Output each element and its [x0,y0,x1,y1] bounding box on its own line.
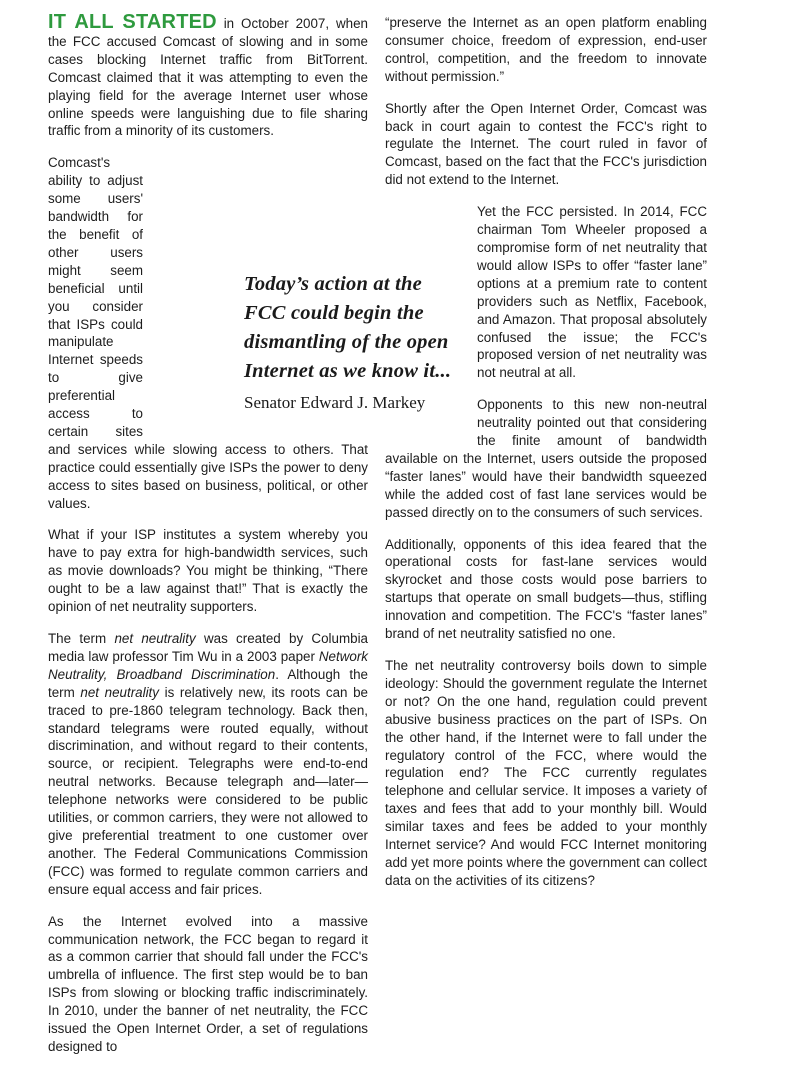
paragraph-operational-costs: Additionally, opponents of this idea feared that the operational costs for fast-lane services would skyrocket and those costs would pose barriers to startups that operate on small budgets—thus, stifling innovation and competition. The FCC's “faster lanes” brand of net neutrality satisfied no one. [385,536,707,642]
paper-title-italic: Network Neutrality, Broadband Discrimination [48,648,368,682]
text-span: . Although the term [48,666,368,700]
paragraph-fcc-persisted: Yet the FCC persisted. In 2014, FCC chairman Tom Wheeler proposed a compromise form of net neutrality that would allow ISPs to offer “faster lane” options at a premium rate to content providers such as Netflix, Facebook, and Amazon. That proposal absolutely confused the issue; the FCC's proposed version of net neutrality was not neutral at all. [477,204,707,381]
text-span: is relatively new, its roots can be traced to pre-1860 telegram technology. Back then, standard telegrams were routed equally, without discrimination, and without regard to their contents, source, or recipient. Telegraphs were end-to-end neutral networks. Because telegraph and—later—telephone networks were considered to be public utilities, or common carriers, they were not allowed to give preferential treatment to one customer over another. The Federal Communications Commission (FCC) was formed to regulate common carriers and ensure equal access and fair prices. [48,684,368,897]
paragraph-controversy: The net neutrality controversy boils down to simple ideology: Should the government regulate the Internet or not? On the one hand, regulation could prevent abusive business practices on the part of ISPs. On the other hand, if the Internet were to fall under the regulatory control of the FCC, where would the regulation end? The FCC currently regulates telephone and cellular service. It imposes a variety of taxes and fees that add to your monthly bill. Would similar taxes and fees be added to your monthly Internet service? And would FCC Internet monitoring add yet more points where the government can collect data on the activities of its citizens? [385,658,707,888]
term-italic: net neutrality [80,684,159,700]
paragraph-internet-evolved: As the Internet evolved into a massive communication network, the FCC began to regard it as a common carrier that should fall under the FCC's umbrella of influence. The first step would be to ban ISPs from slowing or blocking traffic indiscriminately. In 2010, under the banner of net neutrality, the FCC issued the Open Internet Order, a set of regulations designed to [48,913,368,1054]
pull-quote-attribution: Senator Edward J. Markey [244,393,426,412]
paragraph-opponents: Opponents to this new non-neutral neutrality pointed out that considering the finite amount of bandwidth available on the Internet, users outside the proposed “faster lanes” would have their bandwidth squeezed while the added cost of fast lane services would be passed directly on to the consumers of such services. [385,397,707,520]
paragraph-intro-text: in October 2007, when the FCC accused Comcast of slowing and in some cases blocking Internet traffic from BitTorrent. Comcast claimed that it was attempting to even the playing field for the average Internet user whose online speeds were languishing due to file sharing traffic from a minority of its customers. [48,16,368,139]
paragraph-bandwidth: Comcast's ability to adjust some users' bandwidth for the benefit of other users might seem beneficial until you consider that ISPs could manipulate Internet speeds to give preferential access to certain sites and services while slowing access to others. That practice could essentially give ISPs the power to deny access to sites based on business, political, or other values. [48,155,368,511]
paragraph-preserve-quote: “preserve the Internet as an open platform enabling consumer choice, freedom of expression, end-user control, competition, and the freedom to innovate without permission.” [385,15,707,84]
article-left-column [48,11,368,1070]
paragraph-comcast-court: Shortly after the Open Internet Order, Comcast was back in court again to contest the FCC's right to regulate the Internet. The court ruled in favor of Comcast, based on the fact that the FCC's jurisdiction did not extend to the Internet. [385,100,707,188]
paragraph-isp-extra: What if your ISP institutes a system whereby you have to pay extra for high-bandwidth services, such as movie downloads? You might be thinking, “There ought to be a law against that!” That is exactly the opinion of net neutrality supporters. [48,527,368,615]
paragraph-term-origin [48,630,368,899]
paragraph-intro [48,11,368,140]
lead-in-caps: IT ALL STARTED [48,11,217,33]
text-span: The term [48,631,115,646]
text-span: was created by Columbia media law professor Tim Wu in a 2003 paper [48,631,368,664]
term-italic: net neutrality [114,631,196,646]
pull-quote [244,270,466,414]
article-right-column [385,14,707,904]
pull-quote-text: Today’s action at the FCC could begin the dismantling of the open Internet as we know it... [244,273,452,382]
